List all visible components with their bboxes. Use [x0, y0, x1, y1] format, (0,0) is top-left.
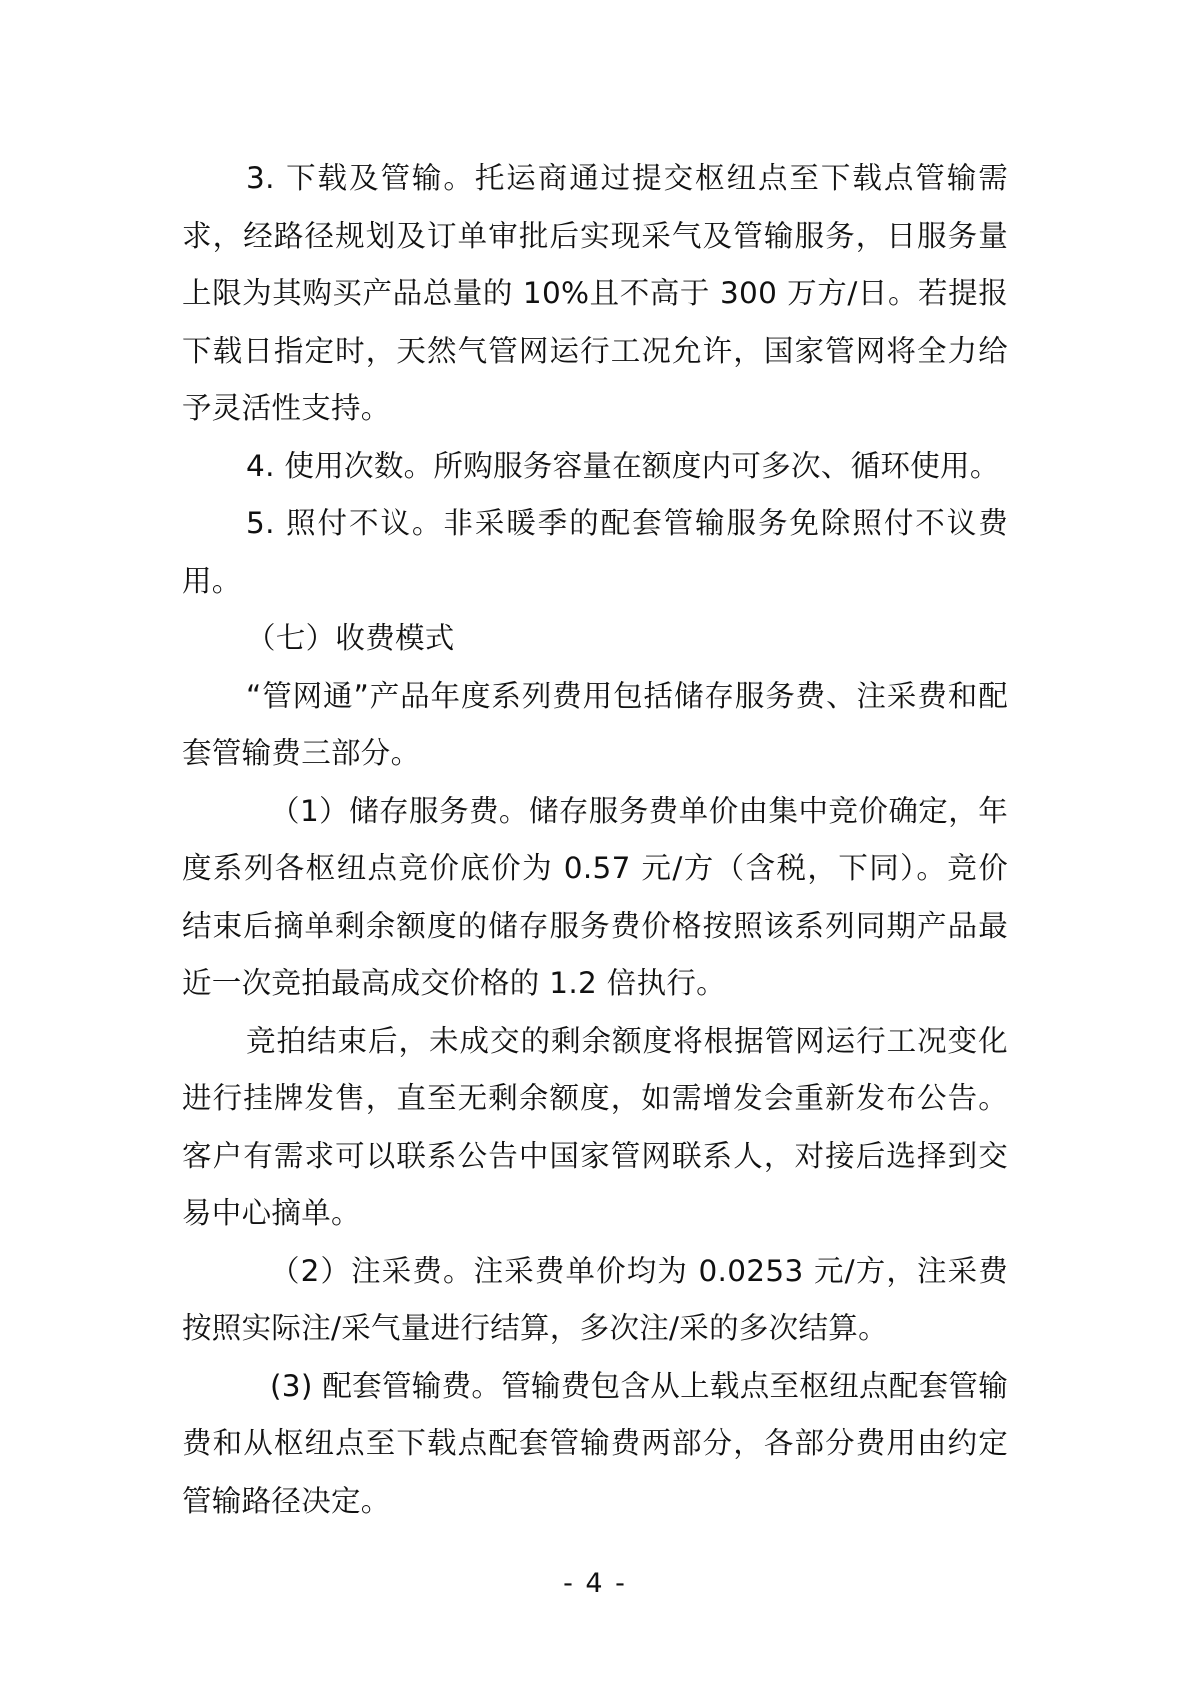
paragraph-storage-fee: （1）储存服务费。储存服务费单价由集中竞价确定，年度系列各枢纽点竞价底价为 0.57 元/方（含税，下同）。竞价结束后摘单剩余额度的储存服务费价格按照该系列同期产品最近一次竞拍最高成交价格的 1.2 倍执行。: [182, 793, 1008, 1000]
paragraph-download-transport: 3. 下载及管输。托运商通过提交枢纽点至下载点管输需求，经路径规划及订单审批后实现采气及管输服务，日服务量上限为其购买产品总量的 10%且不高于 300 万方/日。若提报下载日指定时，天然气管网运行工况允许，国家管网将全力给予灵活性支持。: [182, 161, 1008, 425]
paragraph-fee-overview: “管网通”产品年度系列费用包括储存服务费、注采费和配套管输费三部分。: [182, 678, 1008, 770]
paragraph-transport-fee: (3) 配套管输费。管输费包含从上载点至枢纽点配套管输费和从枢纽点至下载点配套管输费两部分，各部分费用由约定管输路径决定。: [182, 1368, 1008, 1518]
paragraph-post-auction: 竞拍结束后，未成交的剩余额度将根据管网运行工况变化进行挂牌发售，直至无剩余额度，如需增发会重新发布公告。客户有需求可以联系公告中国家管网联系人，对接后选择到交易中心摘单。: [182, 1023, 1008, 1230]
paragraph-take-or-pay: 5. 照付不议。非采暖季的配套管输服务免除照付不议费用。: [182, 506, 1008, 598]
document-body: [182, 150, 1008, 1530]
section-heading-fee-model: （七）收费模式: [246, 621, 455, 655]
page-number: - 4 -: [563, 1568, 627, 1599]
paragraph-injection-fee: （2）注采费。注采费单价均为 0.0253 元/方，注采费按照实际注/采气量进行结算，多次注/采的多次结算。: [182, 1253, 1008, 1345]
paragraph-usage-count: 4. 使用次数。所购服务容量在额度内可多次、循环使用。: [246, 448, 1000, 483]
